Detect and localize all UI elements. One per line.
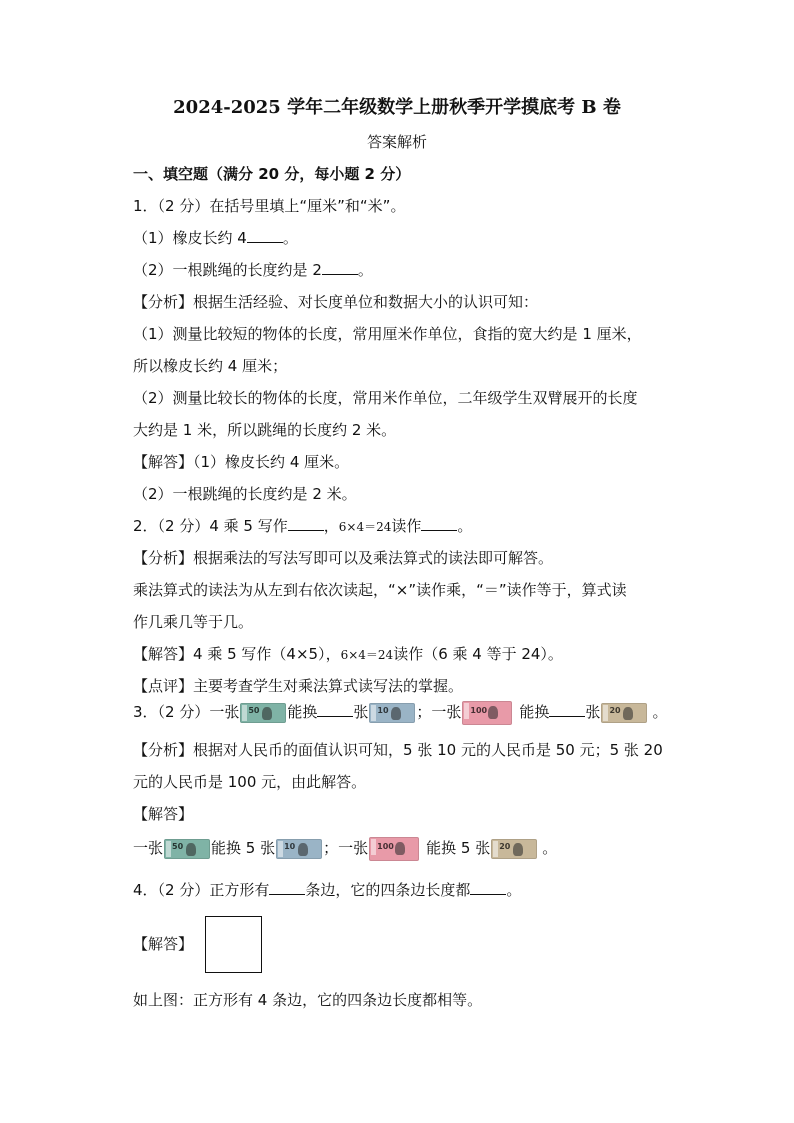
analysis-tag: 【分析】 [133, 741, 194, 759]
section-heading: 一、填空题（满分 20 分，每小题 2 分） [133, 165, 411, 183]
banknote-20-icon: 20 [601, 703, 647, 723]
answer-blank [317, 702, 353, 717]
q1-analysis-2b: 大约是 1 米，所以跳绳的长度约 2 米。 [133, 421, 397, 439]
answer-blank [549, 702, 585, 717]
q2-analysis-b: 作几乘几等于几。 [133, 613, 254, 631]
q3-answer-tag: 【解答】 [133, 805, 194, 823]
document-title: 2024-2025 学年二年级数学上册秋季开学摸底考 B 卷 [173, 97, 621, 118]
banknote-10-icon: 10 [276, 839, 322, 859]
banknote-10-icon: 10 [369, 703, 415, 723]
q3-ans-b: 能换 5 张 [211, 839, 276, 857]
q2-stem [133, 516, 472, 537]
q4-explain: 如上图：正方形有 4 条边，它的四条边长度都相等。 [133, 991, 483, 1009]
q2-equation: 6×4＝24 [338, 520, 392, 534]
banknote-100-icon: 100 [369, 837, 419, 861]
answer-equation: 6×4＝24 [340, 648, 394, 662]
banknote-100-icon: 100 [462, 701, 512, 725]
answer-tag: 【解答】 [133, 453, 194, 471]
q3-stem-f: 张 [585, 703, 601, 721]
q2-stem-a: 2．（2 分）4 乘 5 写作 [133, 517, 288, 535]
q1-analysis-1b: 所以橡皮长约 4 厘米； [133, 357, 288, 375]
analysis-text: 根据对人民币的面值认识可知，5 张 10 元的人民币是 50 元；5 张 20 [193, 741, 663, 759]
answer-blank [247, 228, 283, 243]
q3-analysis-b: 元的人民币是 100 元，由此解答。 [133, 773, 367, 791]
q1-answer-1 [133, 452, 349, 472]
answer-blank [421, 516, 457, 531]
answer-text-a: 4 乘 5 写作（4×5）， [193, 645, 341, 663]
document-subtitle: 答案解析 [366, 133, 427, 151]
q3-analysis-a [133, 740, 663, 760]
q1-analysis-2a: （2）测量比较长的物体的长度，常用米作单位，二年级学生双臂展开的长度 [133, 389, 638, 407]
answer-tag: 【解答】 [133, 645, 194, 663]
comment-text: 主要考查学生对乘法算式读写法的掌握。 [193, 677, 464, 695]
analysis-text: 根据乘法的写法写即可以及乘法算式的读法即可解答。 [193, 549, 554, 567]
q3-stem-b: 能换 [287, 703, 318, 721]
q2-comment [133, 676, 463, 696]
q2-answer [133, 644, 563, 665]
q4-stem [133, 880, 521, 900]
q3-stem-c: 张 [353, 703, 369, 721]
q2-stem-c: 读作 [391, 517, 422, 535]
banknote-50-icon: 50 [164, 839, 210, 859]
q4-stem-a: 4．（2 分）正方形有 [133, 881, 270, 899]
q2-stem-d: 。 [457, 517, 473, 535]
answer-text: （1）橡皮长约 4 厘米。 [193, 453, 350, 471]
analysis-tag: 【分析】 [133, 549, 194, 567]
q1-sub1-text: （1）橡皮长约 4 [133, 229, 247, 247]
answer-blank [288, 516, 324, 531]
q1-analysis [133, 292, 538, 312]
q4-stem-b: 条边，它的四条边长度都 [305, 881, 471, 899]
answer-blank [322, 260, 358, 275]
banknote-20-icon: 20 [491, 839, 537, 859]
comment-tag: 【点评】 [133, 677, 194, 695]
q3-answer [133, 836, 557, 861]
q4-answer-tag: 【解答】 [133, 935, 194, 953]
analysis-text: 根据生活经验、对长度单位和数据大小的认识可知： [193, 293, 539, 311]
q3-ans-a: 一张 [133, 839, 164, 857]
q3-stem [133, 700, 667, 725]
q2-stem-b: ， [323, 517, 339, 535]
q1-sub2 [133, 260, 373, 280]
q2-analysis [133, 548, 553, 568]
answer-blank [470, 880, 506, 895]
square-figure [205, 916, 262, 973]
q3-stem-d: ；一张 [416, 703, 462, 721]
answer-blank [269, 880, 305, 895]
q3-stem-g: 。 [652, 703, 668, 721]
banknote-50-icon: 50 [240, 703, 286, 723]
answer-text-b: 读作（6 乘 4 等于 24）。 [393, 645, 563, 663]
q1-sub1-end: 。 [282, 229, 298, 247]
q1-analysis-1a: （1）测量比较短的物体的长度，常用厘米作单位，食指的宽大约是 1 厘米， [133, 325, 642, 343]
q1-sub2-end: 。 [357, 261, 373, 279]
q3-ans-e: 。 [542, 839, 558, 857]
q1-sub2-text: （2）一根跳绳的长度约是 2 [133, 261, 322, 279]
q4-stem-c: 。 [506, 881, 522, 899]
q1-sub1 [133, 228, 298, 248]
q3-ans-c: ；一张 [323, 839, 369, 857]
q3-ans-d: 能换 5 张 [426, 839, 491, 857]
analysis-tag: 【分析】 [133, 293, 194, 311]
q1-stem: 1．（2 分）在括号里填上“厘米”和“米”。 [133, 197, 406, 215]
q2-analysis-a: 乘法算式的读法为从左到右依次读起，“×”读作乘，“＝”读作等于，算式读 [133, 581, 627, 599]
q3-stem-e: 能换 [519, 703, 550, 721]
q3-stem-a: 3．（2 分）一张 [133, 703, 240, 721]
q1-answer-2: （2）一根跳绳的长度约是 2 米。 [133, 485, 357, 503]
